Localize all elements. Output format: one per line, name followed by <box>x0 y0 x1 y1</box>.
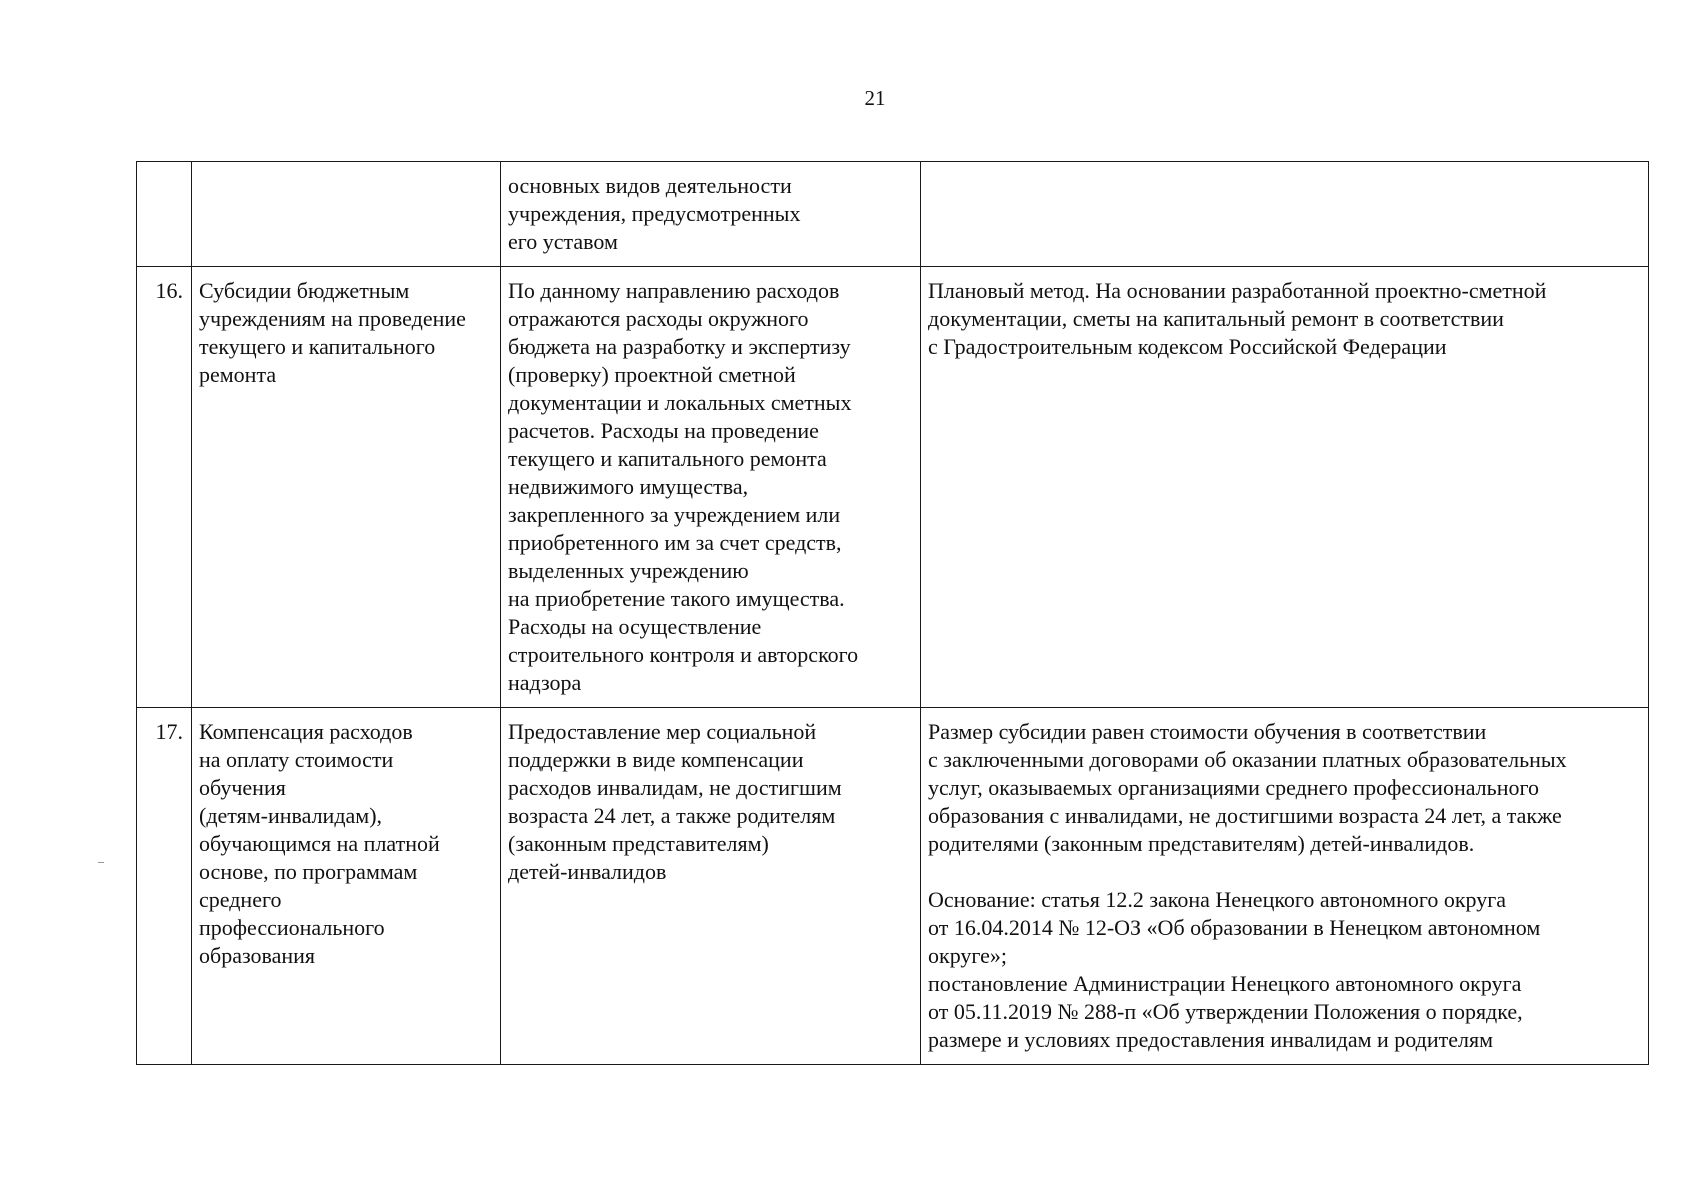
description-line: бюджета на разработку и экспертизу <box>508 334 851 359</box>
description-line: выделенных учреждению <box>508 558 749 583</box>
paragraph-gap <box>928 858 1642 886</box>
page-number: 21 <box>864 86 886 110</box>
method-line: постановление Администрации Ненецкого автономного округа <box>928 971 1522 996</box>
description-line: (проверку) проектной сметной <box>508 362 796 387</box>
expense-name-line: Компенсация расходов <box>199 719 413 744</box>
row-number: 16. <box>137 267 192 708</box>
description-cell <box>501 162 921 267</box>
method-line: родителями (законным представителям) детей-инвалидов. <box>928 831 1475 856</box>
expense-name-line: обучения <box>199 775 286 800</box>
table-row <box>137 162 1649 267</box>
description-line: Предоставление мер социальной <box>508 719 817 744</box>
method-line: с заключенными договорами об оказании платных образовательных <box>928 747 1567 772</box>
method-line: Плановый метод. На основании разработанной проектно-сметной <box>928 278 1547 303</box>
description-cell <box>501 267 921 708</box>
description-cell <box>501 708 921 1065</box>
description-line: Расходы на осуществление <box>508 614 762 639</box>
description-line: текущего и капитального ремонта <box>508 446 827 471</box>
expense-name-line: Субсидии бюджетным <box>199 278 410 303</box>
expense-name-line: текущего и капитального <box>199 334 436 359</box>
description-line: надзора <box>508 670 582 695</box>
description-line: (законным представителям) <box>508 831 769 856</box>
row-number <box>137 162 192 267</box>
expense-name-line: ремонта <box>199 362 277 387</box>
expense-name-line: основе, по программам <box>199 859 418 884</box>
description-line: недвижимого имущества, <box>508 474 749 499</box>
method-line: от 05.11.2019 № 288-п «Об утверждении Положения о порядке, <box>928 999 1523 1024</box>
description-line: строительного контроля и авторского <box>508 642 859 667</box>
expense-name-line: учреждениям на проведение <box>199 306 466 331</box>
expense-name-line: (детям-инвалидам), <box>199 803 383 828</box>
expense-name-line: профессионального <box>199 915 385 940</box>
description-line: расходов инвалидам, не достигшим <box>508 775 842 800</box>
description-line: его уставом <box>508 229 618 254</box>
expense-name-cell <box>192 708 501 1065</box>
description-line: отражаются расходы окружного <box>508 306 809 331</box>
method-cell <box>921 267 1649 708</box>
method-line: образования с инвалидами, не достигшими возраста 24 лет, а также <box>928 803 1562 828</box>
method-line: размере и условиях предоставления инвалидам и родителям <box>928 1027 1494 1052</box>
description-line: детей-инвалидов <box>508 859 667 884</box>
table-row <box>137 267 1649 708</box>
method-line: документации, сметы на капитальный ремонт в соответствии <box>928 306 1504 331</box>
expense-name-line: обучающимся на платной <box>199 831 440 856</box>
description-line: документации и локальных сметных <box>508 390 852 415</box>
expense-name-line: среднего <box>199 887 282 912</box>
description-line: закрепленного за учреждением или <box>508 502 841 527</box>
row-number: 17. <box>137 708 192 1065</box>
expense-name-cell <box>192 267 501 708</box>
expense-name-cell <box>192 162 501 267</box>
description-line: на приобретение такого имущества. <box>508 586 845 611</box>
description-line: расчетов. Расходы на проведение <box>508 418 819 443</box>
expenditure-table <box>136 161 1649 1065</box>
method-line: Основание: статья 12.2 закона Ненецкого автономного округа <box>928 887 1507 912</box>
method-line: округе»; <box>928 943 1008 968</box>
method-cell <box>921 708 1649 1065</box>
expense-name-line: на оплату стоимости <box>199 747 394 772</box>
method-cell <box>921 162 1649 267</box>
method-line: услуг, оказываемых организациями среднего профессионального <box>928 775 1539 800</box>
description-line: поддержки в виде компенсации <box>508 747 804 772</box>
description-line: приобретенного им за счет средств, <box>508 530 842 555</box>
description-line: По данному направлению расходов <box>508 278 840 303</box>
description-line: возраста 24 лет, а также родителям <box>508 803 836 828</box>
expense-name-line: образования <box>199 943 316 968</box>
method-line: Размер субсидии равен стоимости обучения в соответствии <box>928 719 1487 744</box>
description-line: основных видов деятельности <box>508 173 792 198</box>
scan-speck <box>98 862 104 863</box>
table-row <box>137 708 1649 1065</box>
description-line: учреждения, предусмотренных <box>508 201 801 226</box>
method-line: от 16.04.2014 № 12-ОЗ «Об образовании в Ненецком автономном <box>928 915 1541 940</box>
method-line: с Градостроительным кодексом Российской Федерации <box>928 334 1447 359</box>
